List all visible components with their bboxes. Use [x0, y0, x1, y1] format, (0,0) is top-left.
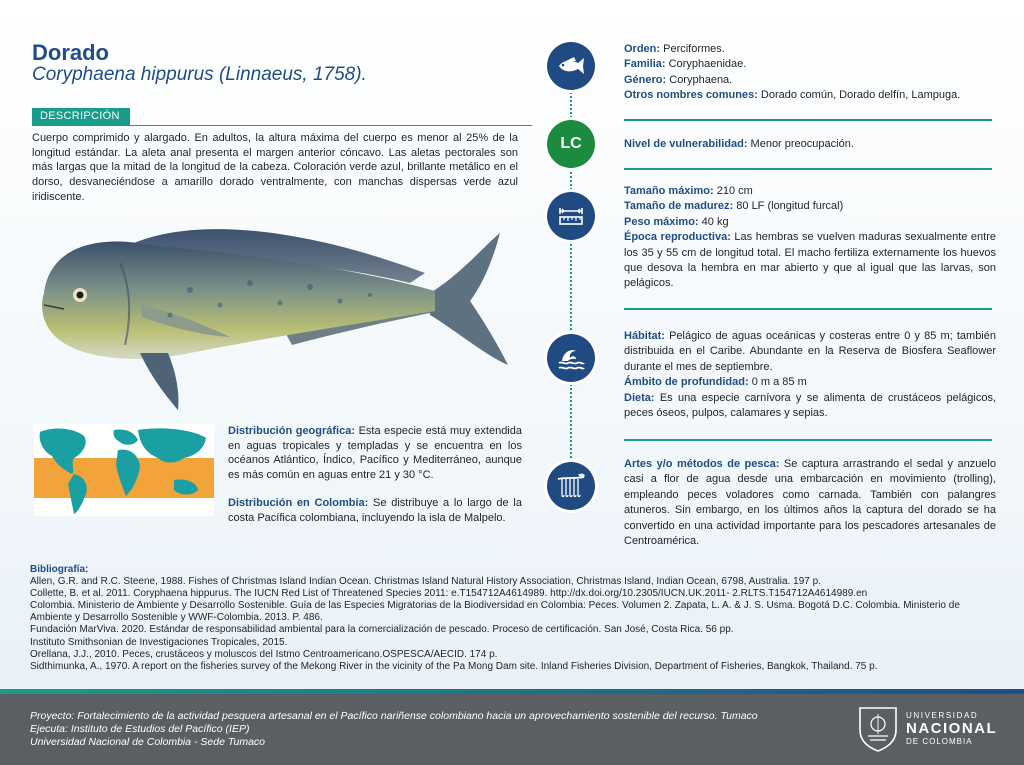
otros-value: Dorado común, Dorado delfín, Lampuga.	[757, 89, 961, 102]
habitat-section	[624, 329, 996, 421]
reproduction-value: Las hembras se vuelven maduras sexualmente entre los 35 y 55 cm de longitud total. El macho fertiliza externamente los huevos que desova la hembra en mar abierto y que al igual que las larvas, son pelágicos.	[624, 231, 997, 290]
scientific-name: Coryphaena hippurus (Linnaeus, 1758).	[32, 64, 367, 85]
bibliography-entry: Sidthimunka, A., 1970. A report on the fisheries survey of the Mekong River in the vicinity of the Pa Mong Dam site. Inland Fisheries Division, Department of Fisheries, Bangkok, Thailand. 75 p.	[30, 660, 878, 672]
habitat-value: Pelágico de aguas oceánicas y costeras entre 0 y 85 m; también distribuida en el Caribe. Abundante en la Reserva de Biosfera Seaflower durante el mes de septiembre.	[624, 330, 996, 373]
weight-value: 40 kg	[698, 215, 729, 228]
diet-value: Es una especie carnívora y se alimenta de crustáceos pelágicos, peces óseos, pulpos, calamares y sepias.	[624, 391, 996, 420]
dorado-fish-image	[30, 205, 520, 420]
geo-text: Esta especie está muy extendida en aguas tropicales y templadas y se encuentra en los océanos Atlántico, Índico, Pacífico y Mediterráneo, aunque es más común en aguas entre 21 y 30 °C.	[228, 425, 522, 482]
size-section	[624, 184, 996, 292]
max-size-label: Tamaño máximo:	[624, 185, 714, 197]
fishing-line-icon	[547, 462, 595, 510]
maturity-value: 80 LF (longitud furcal)	[733, 200, 844, 213]
weight-row	[624, 215, 996, 230]
section-divider	[624, 308, 992, 310]
fishing-section	[624, 457, 996, 549]
logo-line2: NACIONAL	[906, 719, 998, 737]
habitat-row	[624, 329, 996, 375]
bibliography	[30, 564, 1000, 673]
maturity-label: Tamaño de madurez:	[624, 200, 734, 213]
distribution-map	[34, 424, 214, 516]
geo-label: Distribución geográfica:	[228, 425, 356, 437]
familia-label: Familia:	[624, 58, 666, 71]
otros-row	[624, 88, 996, 103]
maturity-row	[624, 199, 996, 214]
familia-row	[624, 57, 996, 72]
footer-university: Universidad Nacional de Colombia - Sede Tumaco	[30, 736, 266, 748]
bibliography-entry: Instituto Smithsonian de Investigaciones Tropicales, 2015.	[30, 636, 288, 648]
logo-line1: UNIVERSIDAD	[906, 710, 979, 720]
bibliography-entry: Orellana, J.J., 2010. Peces, crustáceos y moluscos del Istmo Centroamericano.OSPESCA/AECID. 174 p.	[30, 648, 498, 660]
section-divider	[624, 168, 992, 170]
lc-badge	[547, 120, 595, 168]
orden-value: Perciformes.	[660, 43, 725, 55]
reproduction-row	[624, 230, 996, 292]
max-size-value: 210 cm	[713, 185, 753, 197]
vulnerability-value: Menor preocupación.	[747, 138, 854, 150]
footer-project: Proyecto: Fortalecimiento de la actividad pesquera artesanal en el Pacífico nariñense colombiano hacia un aprovechamiento sostenible del recurso. Tumaco	[30, 710, 758, 722]
university-logo-text	[906, 711, 997, 746]
depth-value: 0 m a 85 m	[748, 376, 807, 389]
wave-icon	[547, 334, 595, 382]
diet-row	[624, 391, 996, 422]
vulnerability-section	[624, 137, 996, 152]
col-text: Se distribuye a lo largo de la costa Pacífica colombiana, incluyendo la isla de Malpelo.	[228, 496, 522, 524]
ruler-icon	[547, 192, 595, 240]
description-divider	[32, 125, 532, 126]
weight-label: Peso máximo:	[624, 215, 699, 228]
footer	[0, 694, 1024, 765]
geographic-distribution	[228, 424, 522, 483]
depth-label: Ámbito de profundidad:	[624, 376, 749, 389]
footer-credits	[30, 710, 758, 749]
habitat-label: Hábitat:	[624, 330, 665, 342]
diet-label: Dieta:	[624, 391, 655, 404]
bibliography-title: Bibliografía:	[30, 564, 89, 575]
lc-badge-text: LC	[560, 135, 582, 152]
otros-label: Otros nombres comunes:	[624, 89, 758, 102]
fishing-text: Se captura arrastrando el sedal y anzuelo casi a flor de agua desde una embarcación en movimiento (trolling), empleando peces voladores como carnada. También con palangres atuneros. Sin embargo, en los últimos años la captura del dorado se ha convertido en una actividad importante para los pescadores artesanales de Centroamérica.	[624, 458, 996, 548]
vulnerability-label: Nivel de vulnerabilidad:	[624, 138, 748, 150]
depth-row	[624, 375, 996, 390]
bibliography-entry: Colombia. Ministerio de Ambiente y Desarrollo Sostenible. Guía de las Especies Migratorias de la Biodiversidad en Colombia: Peces. Volumen 2. Zapata, L. A. & J. S. Usma. Bogotá D.C. Colombia. Ministerio de Ambiente y Desarrollo Sostenible y WWF-Colombia. 2013. P. 486.	[30, 600, 960, 624]
section-divider	[624, 119, 992, 121]
familia-value: Coryphaenidae.	[665, 58, 747, 71]
genero-value: Coryphaena.	[666, 73, 733, 86]
orden-label: Orden:	[624, 43, 661, 55]
max-size-row	[624, 184, 996, 199]
bibliography-entry: Fundación MarViva. 2020. Estándar de responsabilidad ambiental para la comercialización de pescado. Proceso de certificación. San José, Costa Rica. 56 pp.	[30, 624, 734, 636]
genero-label: Género:	[624, 73, 667, 86]
fishing-label: Artes y/o métodos de pesca:	[624, 458, 780, 470]
col-label: Distribución en Colombia:	[228, 496, 369, 509]
fish-icon	[547, 42, 595, 90]
footer-executor: Ejecuta: Instituto de Estudios del Pacífico (IEP)	[30, 723, 250, 735]
bibliography-entry: Allen, G.R. and R.C. Steene, 1988. Fishes of Christmas Island Indian Ocean. Christmas Island Natural History Association, Christmas Island, Indian Ocean, 6798, Australia. 197 p.	[30, 576, 821, 588]
species-title: Dorado	[32, 40, 109, 65]
description-tag: DESCRIPCIÓN	[32, 108, 130, 125]
reproduction-label: Época reproductiva:	[624, 231, 731, 244]
university-logo	[856, 704, 997, 752]
taxonomy-section	[624, 42, 996, 104]
genero-row	[624, 73, 996, 88]
section-divider	[624, 439, 992, 441]
university-shield-icon	[856, 704, 900, 752]
distribution-section	[228, 424, 522, 538]
logo-line3: DE COLOMBIA	[906, 736, 973, 746]
colombia-distribution	[228, 496, 522, 525]
description-text: Cuerpo comprimido y alargado. En adultos, la altura máxima del cuerpo es menor al 25% de la longitud estándar. La aleta anal presenta el margen anterior cóncavo. Las aletas pectorales son más largas que la mitad de la longitud de la cabeza. Coloración verde azul, brillante metálico en el dorso, desvaneciéndose a amarillo dorado ventralmente, con manchas dispersas verde azul iridiscente.	[32, 132, 518, 203]
bibliography-entry: Collette, B. et al. 2011. Coryphaena hippurus. The IUCN Red List of Threatened Species 2011: e.T154712A4614989. http://dx.doi.org/10.2305/IUCN.UK.2011- 2.RLTS.T154712A4614989.en	[30, 588, 868, 600]
orden-row	[624, 42, 996, 57]
